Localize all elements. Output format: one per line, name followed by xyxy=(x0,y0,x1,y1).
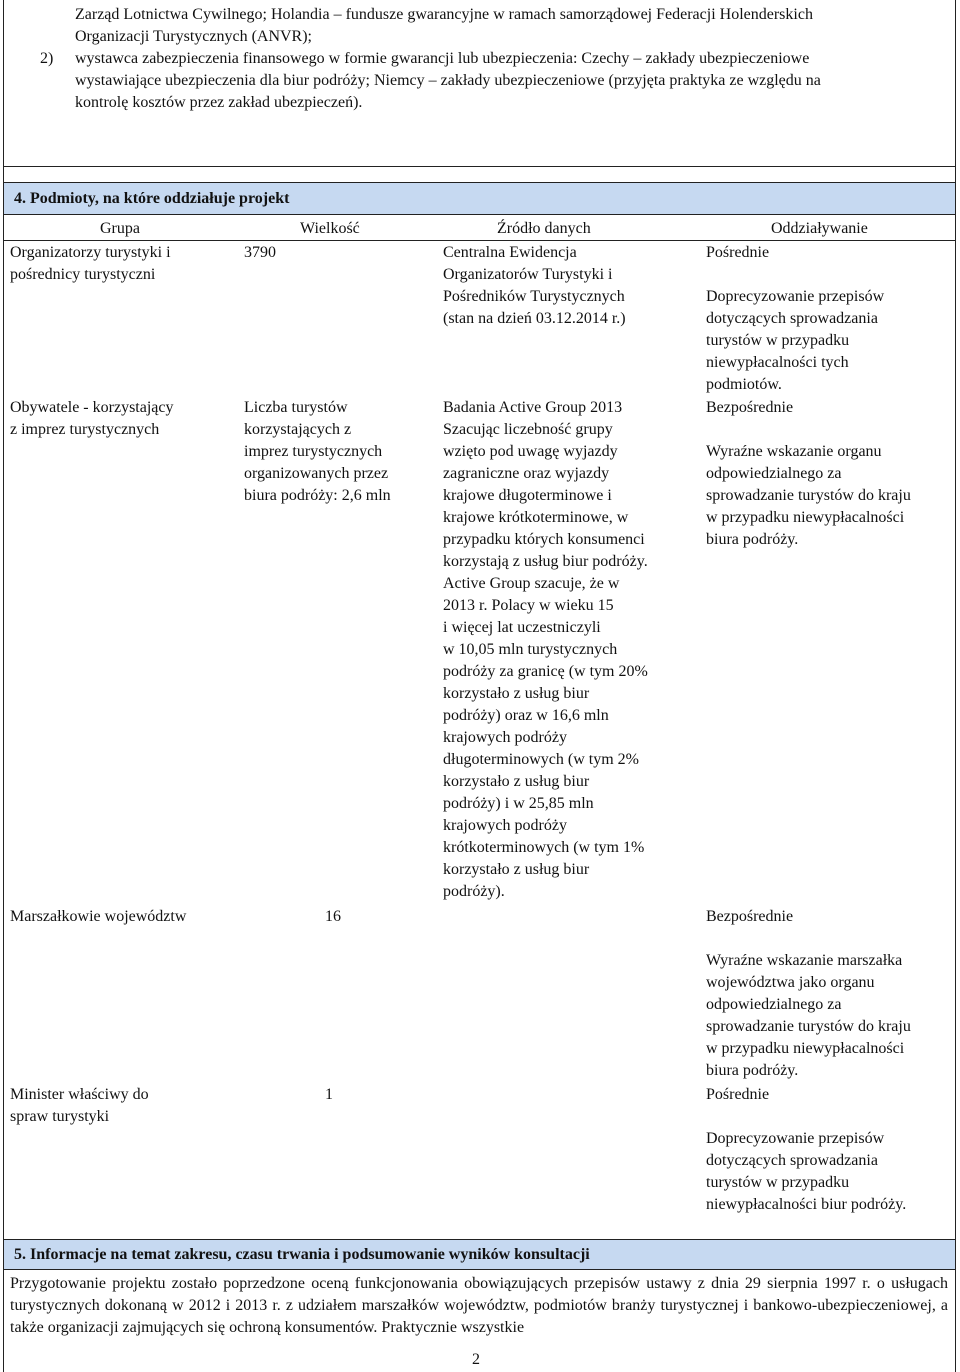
intro-line-2: Organizacji Turystycznych (ANVR); xyxy=(75,28,312,45)
intro-line-3: wystawca zabezpieczenia finansowego w formie gwarancji lub ubezpieczenia: Czechy – zakłady ubezpieczeniowe xyxy=(75,50,810,67)
row1-group: Organizatorzy turystyki i pośrednicy turystyczni xyxy=(10,244,171,283)
row2-impact-type: Bezpośrednie xyxy=(706,399,794,416)
column-header-impact: Oddziaływanie xyxy=(771,220,868,237)
row3-size: 16 xyxy=(325,908,341,925)
row3-group: Marszałkowie województw xyxy=(10,908,187,925)
intro-line-4: wystawiające ubezpieczenia dla biur podróży; Niemcy – zakłady ubezpieczeniowe (przyjęta praktyka ze względu na xyxy=(75,72,821,89)
list-marker-2: 2) xyxy=(40,50,54,67)
intro-block xyxy=(4,0,955,167)
row1-size: 3790 xyxy=(244,244,276,261)
row4-size: 1 xyxy=(325,1086,333,1103)
row4-group: Minister właściwy do spraw turystyki xyxy=(10,1086,149,1125)
row2-impact-desc: Wyraźne wskazanie organu odpowiedzialnego za sprowadzanie turystów do kraju w przypadku niewypłacalności biura podróży. xyxy=(706,443,911,548)
row2-size: Liczba turystów korzystających z imprez turystycznych organizowanych przez biura podróży: 2,6 mln xyxy=(244,399,391,504)
row1-source: Centralna Ewidencja Organizatorów Turystyki i Pośredników Turystycznych (stan na dzień 03.12.2014 r.) xyxy=(443,244,626,327)
row4-impact-type: Pośrednie xyxy=(706,1086,770,1103)
section-5-header: 5. Informacje na temat zakresu, czasu trwania i podsumowanie wyników konsultacji xyxy=(4,1239,955,1270)
row1-impact-type: Pośrednie xyxy=(706,244,770,261)
section-4-header: 4. Podmioty, na które oddziałuje projekt xyxy=(4,182,955,215)
intro-line-1: Zarząd Lotnictwa Cywilnego; Holandia – fundusze gwarancyjne w ramach samorządowej Federacji Holenderskich xyxy=(75,6,813,23)
row2-group: Obywatele - korzystający z imprez turystycznych xyxy=(10,399,174,438)
column-header-group: Grupa xyxy=(100,220,140,237)
column-header-source: Źródło danych xyxy=(497,220,591,237)
row3-impact-type: Bezpośrednie xyxy=(706,908,794,925)
row4-impact-desc: Doprecyzowanie przepisów dotyczących sprowadzania turystów w przypadku niewypłacalności biur podróży. xyxy=(706,1130,907,1213)
row3-impact-desc: Wyraźne wskazanie marszałka województwa jako organu odpowiedzialnego za sprowadzanie turystów do kraju w przypadku niewypłacalności biura podróży. xyxy=(706,952,911,1079)
header-divider xyxy=(4,240,955,241)
row1-impact-desc: Doprecyzowanie przepisów dotyczących sprowadzania turystów w przypadku niewypłacalności tych podmiotów. xyxy=(706,288,885,393)
intro-line-5: kontrolę kosztów przez zakład ubezpieczeń). xyxy=(75,94,363,111)
column-header-size: Wielkość xyxy=(300,220,360,237)
row2-source: Badania Active Group 2013 Szacując liczebność grupy wzięto pod uwagę wyjazdy zagraniczne oraz wyjazdy krajowe długoterminowe i krajowe krótkoterminowe, w przypadku których konsumenci korzystają z usług biur podróży. Active Group szacuje, że w 2013 r. Polacy w wieku 15 i więcej lat uczestniczyli w 10,05 mln turystycznych podróży za granicę (w tym 20% korzystało z usług biur podróży) oraz w 16,6 mln krajowych podróży długoterminowych (w tym 2% korzystało z usług biur podróży) i w 25,85 mln krajowych podróży krótkoterminowych (w tym 1% korzystało z usług biur podróży). xyxy=(443,399,648,900)
page-number: 2 xyxy=(472,1351,480,1368)
section-5-paragraph: Przygotowanie projektu zostało poprzedzone oceną funkcjonowania obowiązujących przepisów ustawy z dnia 29 sierpnia 1997 r. o usługach turystycznych dokonaną w 2012 i 2013 r. z udziałem marszałków województw, podmiotów branży turystycznej i bankowo-ubezpieczeniowej, a także organizacji zajmujących się ochroną konsumentów. Praktycznie wszystkie xyxy=(10,1275,948,1336)
